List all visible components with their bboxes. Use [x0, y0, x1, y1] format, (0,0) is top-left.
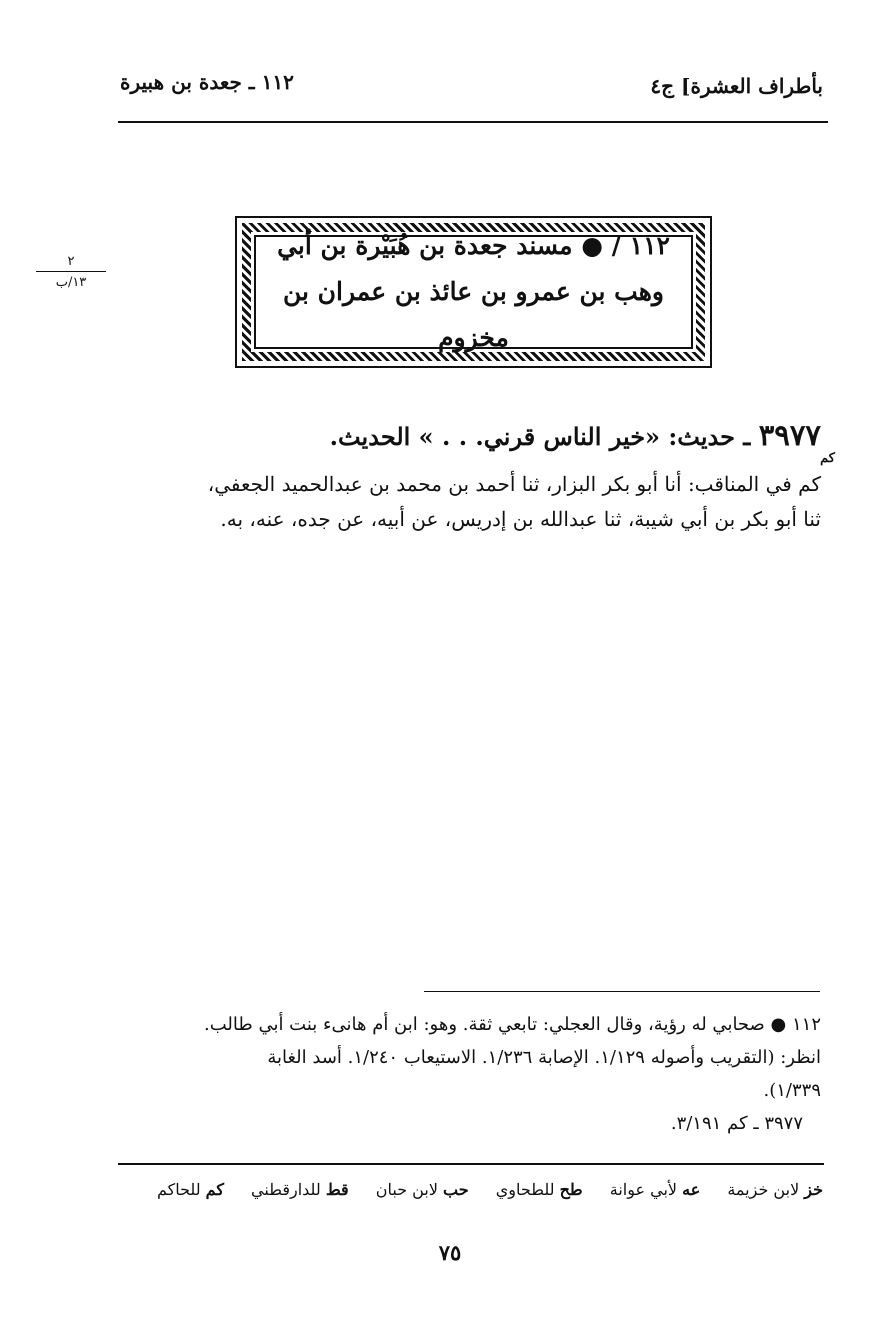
isnad-line-1: كم في المناقب: أنا أبو بكر البزار، ثنا أحمد بن محمد بن عبدالحميد الجعفي، [207, 472, 821, 496]
abbreviation-key-divider [118, 1163, 824, 1165]
abbreviation-key [157, 1180, 823, 1199]
section-title [254, 231, 693, 352]
margin-note-top: ٢ [36, 254, 106, 272]
footnote-line-2: انظر: (التقريب وأصوله ١/١٢٩. الإصابة ١/٢٣٦. الاستيعاب ١/٢٤٠. أسد الغابة [267, 1047, 821, 1068]
header-divider [118, 121, 828, 123]
abbreviation-item: طح للطحاوي [495, 1180, 583, 1199]
abbreviation-item: عه لأبي عوانة [609, 1180, 701, 1199]
source-symbol: كم [820, 451, 835, 466]
running-header-book-title: بأطراف العشرة] ج٤ [650, 74, 823, 98]
isnad-line-2: ثنا أبو بكر بن أبي شيبة، ثنا عبدالله بن إدريس، عن أبيه، عن جده، عنه، به. [220, 507, 821, 531]
hadith-heading-text: ـ حديث: «خير الناس قرني. . . » الحديث. [329, 422, 759, 451]
abbreviation-item: قط للدارقطني [251, 1180, 349, 1199]
footnote-line-4: ٣٩٧٧ ـ كم ٣/١٩١. [670, 1113, 803, 1134]
ornamental-border [242, 223, 705, 361]
abbreviation-item: حب لابن حبان [375, 1180, 469, 1199]
hadith-number: ٣٩٧٧ [758, 418, 821, 452]
section-title-line-2: وهب بن عمرو بن عائذ بن عمران بن مخزوم [282, 277, 664, 352]
footnotes [116, 1008, 821, 1140]
margin-note-bottom: ١٣/ب [55, 275, 87, 290]
section-title-frame [235, 216, 712, 368]
footnote-divider [424, 991, 820, 992]
abbreviation-item: خز لابن خزيمة [727, 1180, 823, 1199]
page-number: ٧٥ [438, 1240, 462, 1265]
hadith-isnad-text [116, 467, 821, 537]
abbreviation-item: كم للحاكم [156, 1180, 224, 1199]
footnote-line-1: ١١٢ ● صحابي له رؤية، وقال العجلي: تابعي ثقة. وهو: ابن أم هانىء بنت أبي طالب. [204, 1014, 821, 1035]
margin-manuscript-note [36, 254, 106, 290]
hadith-entry-heading [330, 418, 821, 452]
running-header-section-title: ١١٢ ـ جعدة بن هبيرة [120, 70, 294, 94]
section-title-line-1: ١١٢ / ● مسند جعدة بن هُبَيْرة بن أبي [277, 231, 670, 260]
footnote-line-3: ١/٣٣٩). [763, 1080, 821, 1101]
